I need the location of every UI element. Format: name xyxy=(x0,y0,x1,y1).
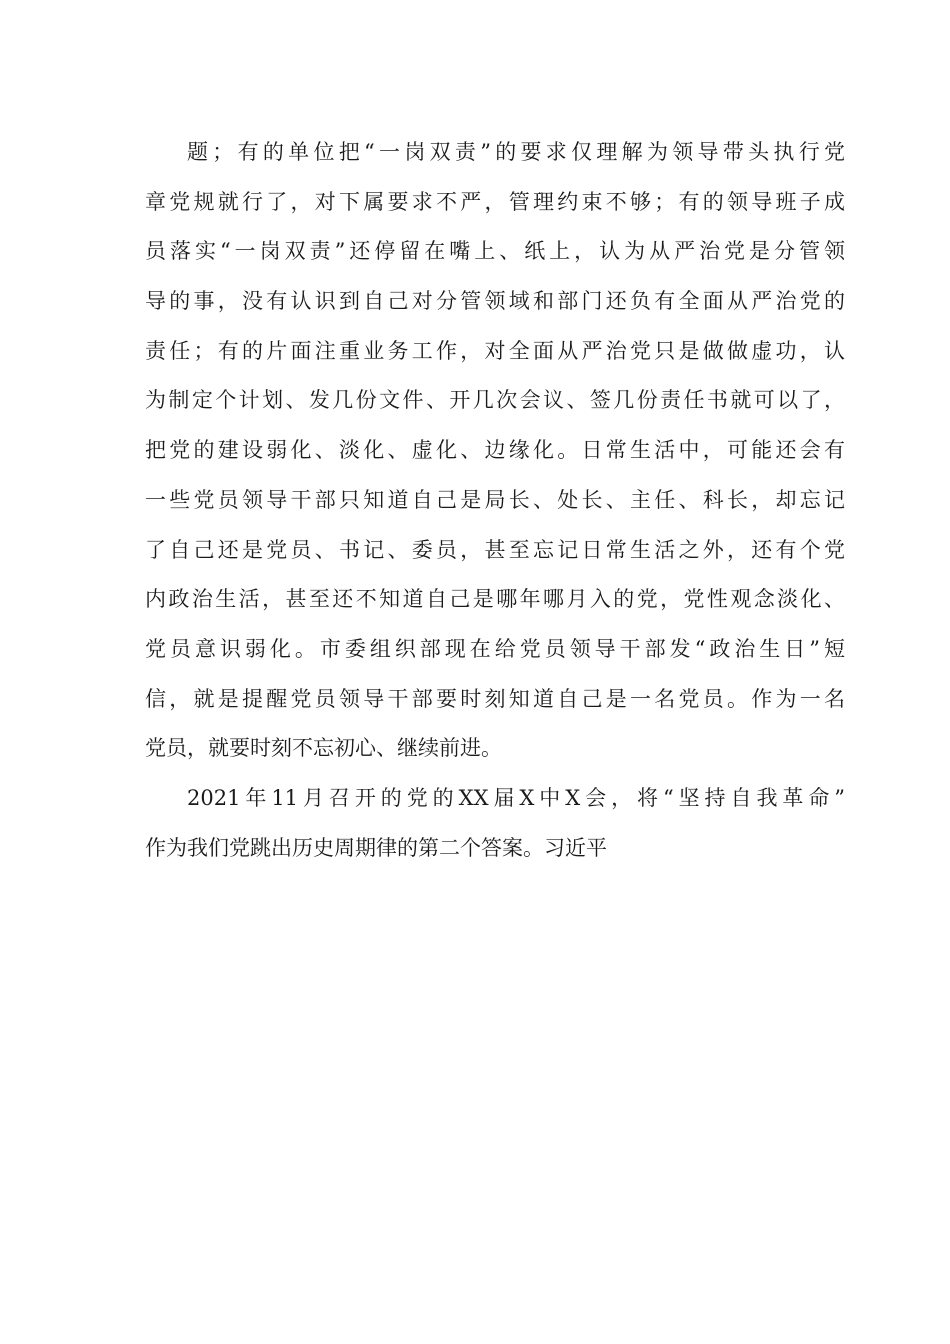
text-line: 把党的建设弱化、淡化、虚化、边缘化。日常生活中，可能还会有 xyxy=(145,438,845,463)
text-line: 责任；有的片面注重业务工作，对全面从严治党只是做做虚功，认 xyxy=(145,338,845,363)
text-line: 作为我们党跳出历史周期律的第二个答案。习近平 xyxy=(145,835,607,860)
text-line: 内政治生活，甚至还不知道自己是哪年哪月入的党，党性观念淡化、 xyxy=(145,587,845,612)
text-line: 题；有的单位把“一岗双责”的要求仅理解为领导带头执行党 xyxy=(187,140,845,164)
text-line: 章党规就行了，对下属要求不严，管理约束不够；有的领导班子成 xyxy=(145,189,845,214)
text-line: 导的事，没有认识到自己对分管领域和部门还负有全面从严治党的 xyxy=(145,289,845,314)
text-line: 党员意识弱化。市委组织部现在给党员领导干部发“政治生日”短 xyxy=(145,636,845,661)
text-line: 一些党员领导干部只知道自己是局长、处长、主任、科长，却忘记 xyxy=(145,487,845,512)
text-line: 党员，就要时刻不忘初心、继续前进。 xyxy=(145,736,502,761)
text-line: 员落实“一岗双责”还停留在嘴上、纸上，认为从严治党是分管领 xyxy=(145,239,845,264)
document-body xyxy=(145,128,845,873)
text-line: 了自己还是党员、书记、委员，甚至忘记日常生活之外，还有个党 xyxy=(145,537,845,562)
paragraph-2 xyxy=(145,774,845,873)
text-line: 为制定个计划、发几份文件、开几次会议、签几份责任书就可以了， xyxy=(145,388,845,413)
paragraph-1 xyxy=(145,128,845,774)
text-line: 信，就是提醒党员领导干部要时刻知道自己是一名党员。作为一名 xyxy=(145,686,845,711)
text-line: 2021年11月召开的党的XX届X中X会，将“坚持自我革命” xyxy=(187,785,845,810)
